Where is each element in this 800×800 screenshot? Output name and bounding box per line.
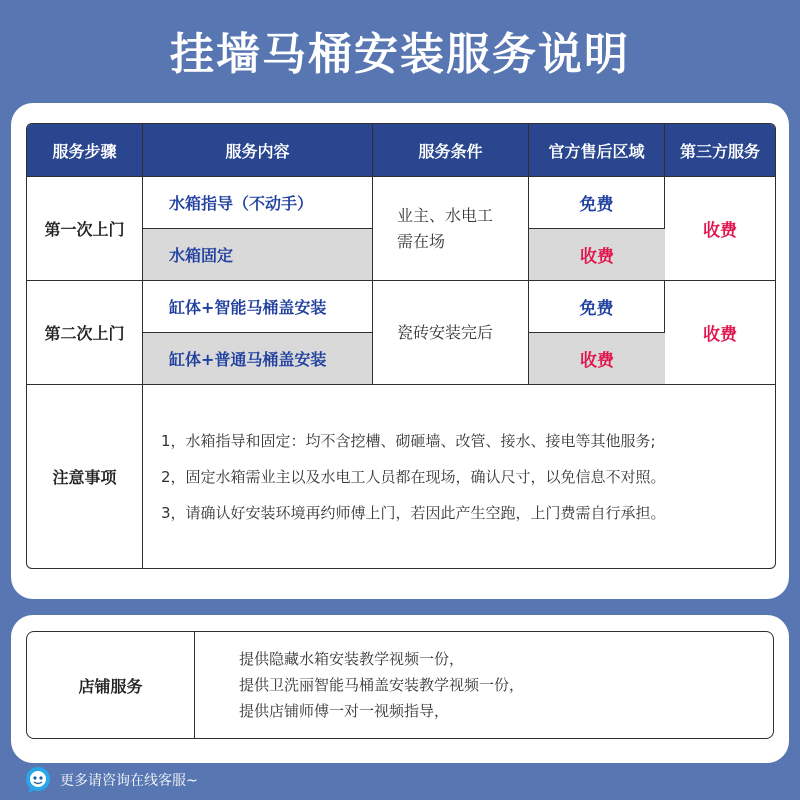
visit2-item2-content: 缸体+普通马桶盖安装 [143,333,373,385]
notes-label: 注意事项 [27,385,143,568]
footer-text[interactable]: 更多请咨询在线客服~ [60,773,198,789]
note-line: 1，水箱指导和固定：均不含挖槽、砌砸墙、改管、接水、接电等其他服务; [161,431,656,450]
table-header-row [27,124,775,177]
page-title: 挂墙马桶安装服务说明 [170,29,630,80]
store-service-label: 店铺服务 [27,632,195,738]
visit2-item1-content: 缸体+智能马桶盖安装 [143,281,373,333]
table-row [27,281,775,333]
header-third-party: 第三方服务 [665,124,775,177]
visit1-third-party: 收费 [665,177,775,281]
store-service-lines [195,632,524,738]
visit1-step: 第一次上门 [27,177,143,281]
visit2-item1-official: 免费 [529,281,665,333]
visit1-item1-content: 水箱指导（不动手） [143,177,373,229]
chat-bubble-mascot-icon [24,766,52,794]
visit2-condition: 瓷砖安装完后 [373,281,529,385]
table-row [27,385,775,568]
store-card [11,615,789,763]
visit2-step: 第二次上门 [27,281,143,385]
note-line: 2，固定水箱需业主以及水电工人员都在现场，确认尺寸，以免信息不对照。 [161,467,666,486]
notes-content [143,385,775,568]
visit1-condition-line: 业主、水电工 [397,205,494,225]
store-service-box [26,631,774,739]
service-table [26,123,776,569]
service-card [11,103,789,599]
header-content: 服务内容 [143,124,373,177]
visit1-item2-content: 水箱固定 [143,229,373,281]
header-step: 服务步骤 [27,124,143,177]
visit1-item1-official: 免费 [529,177,665,229]
note-line: 3，请确认好安装环境再约师傅上门，若因此产生空跑，上门费需自行承担。 [161,503,666,522]
store-line: 提供店铺师傅一对一视频指导， [239,702,450,720]
header-condition: 服务条件 [373,124,529,177]
table-row [27,177,775,229]
visit1-item2-official: 收费 [529,229,665,281]
footer [24,765,198,795]
store-line: 提供卫洗丽智能马桶盖安装教学视频一份， [239,676,525,694]
visit1-condition-line: 需在场 [397,231,446,251]
visit1-condition [373,177,529,281]
store-line: 提供隐藏水箱安装教学视频一份， [239,650,465,668]
visit2-item2-official: 收费 [529,333,665,385]
visit2-third-party: 收费 [665,281,775,385]
header-official-area: 官方售后区域 [529,124,665,177]
